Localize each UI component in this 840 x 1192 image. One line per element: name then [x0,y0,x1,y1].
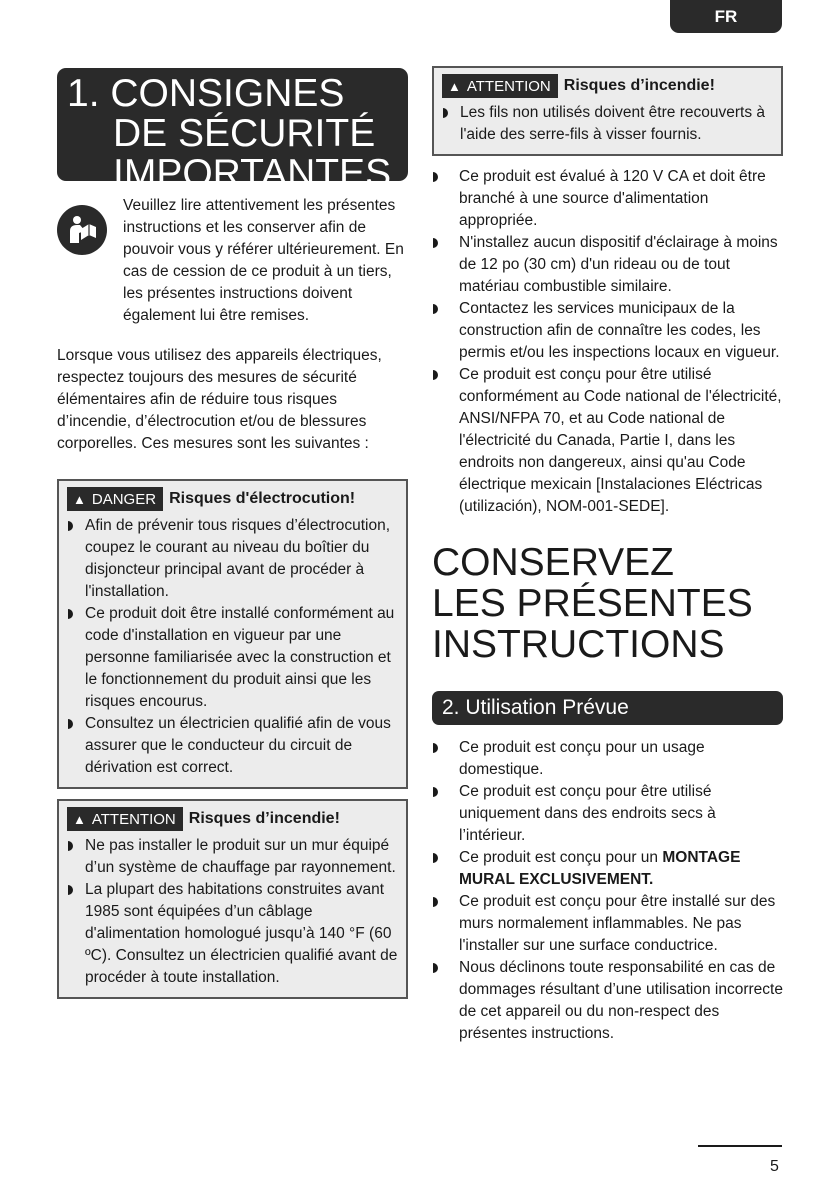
read-manual-icon [57,205,107,255]
attention-header-right [442,74,773,98]
attention-list-right [442,102,773,146]
list-item: Ne pas installer le produit sur un mur équipé d’un système de chauffage par rayonnement. [67,835,398,879]
attention-badge-label: ATTENTION [91,810,176,828]
section1-title [57,68,408,195]
attention-box-right [432,66,783,156]
danger-badge [67,487,163,511]
attention-badge-right [442,74,558,98]
list-item: N'installez aucun dispositif d'éclairage à moins de 12 po (30 cm) d'un rideau ou de tout matériau combustible similaire. [432,232,783,298]
warning-triangle-icon: ▲ [448,78,461,94]
list-item: Consultez un électricien qualifié afin de vous assurer que le conducteur du circuit de dérivation est correct. [67,713,398,779]
list-item: Ce produit est conçu pour un usage domestique. [432,737,783,781]
item3-bold: MONTAGE MURAL EXCLUSIVEMENT. [459,849,741,888]
list-item: Les fils non utilisés doivent être recouverts à l'aide des serre-fils à visser fournis. [442,102,773,146]
attention-list-left [67,835,398,989]
language-tab: FR [670,0,782,33]
keep-line1: CONSERVEZ [432,541,674,584]
list-item: Afin de prévenir tous risques d’électrocution, coupez le courant au niveau du boîtier du disjoncteur principal avant de procéder à l'installation. [67,515,398,603]
attention-badge-left [67,807,183,831]
danger-list [67,515,398,779]
list-item: Ce produit est conçu pour être utilisé uniquement dans des endroits secs à l’intérieur. [432,781,783,847]
section1-title-line1: 1. CONSIGNES [67,72,345,115]
list-item: Nous déclinons toute responsabilité en cas de dommages résultant d’une utilisation incorrecte de cet appareil ou du non-respect des présentes instructions. [432,957,783,1045]
section2-title: 2. Utilisation Prévue [432,691,783,725]
danger-title: Risques d'électrocution! [169,490,356,507]
left-column [57,68,408,999]
list-item: Ce produit est évalué à 120 V CA et doit être branché à une source d'alimentation appropriée. [432,166,783,232]
list-item: Contactez les services municipaux de la construction afin de connaître les codes, les permis et/ou les inspections locaux en vigueur. [432,298,783,364]
attention-header-left [67,807,398,831]
attention-title-left: Risques d’incendie! [188,810,340,827]
item3-text: Ce produit est conçu pour un [459,849,663,866]
attention-box-left [57,799,408,999]
danger-header [67,487,398,511]
footer-divider [698,1145,782,1147]
keep-instructions-heading [432,542,783,665]
keep-line3: INSTRUCTIONS [432,623,725,666]
danger-badge-label: DANGER [91,490,157,508]
section1-title-line2: DE SÉCURITÉ [113,112,376,155]
intended-use-list [432,737,783,1045]
list-item: Ce produit doit être installé conformément au code d'installation en vigueur par une personne familiarisée avec la construction et le fonctionnement du produit ainsi que les risques encourus. [67,603,398,713]
list-item: Ce produit est conçu pour être utilisé conformément au Code national de l'électricité, ANSI/NFPA 70, et au Code national de l'électricité du Canada, Partie I, dans les endroits non dangereux, ainsi qu'au Code électrique mexicain [Instalaciones Eléctricas (utilización), NOM-001-SEDE]. [432,364,783,518]
read-instructions-text: Veuillez lire attentivement les présentes instructions et les conserver afin de pouvoir vous y référer ultérieurement. En cas de cession de ce produit à un tiers, les présentes instructions doivent également lui être remises. [123,197,404,324]
danger-box [57,479,408,789]
right-column [432,66,783,1045]
list-item [432,847,783,891]
safety-list [432,166,783,518]
list-item: Ce produit est conçu pour être installé sur des murs normalement inflammables. Ne pas l'installer sur une surface conductrice. [432,891,783,957]
intro-paragraph: Lorsque vous utilisez des appareils électriques, respectez toujours des mesures de sécurité élémentaires afin de réduire tous risques d’incendie, d’électrocution et/ou de blessures corporelles. Ces mesures sont les suivantes : [57,347,382,452]
keep-line2: LES PRÉSENTES [432,582,753,625]
list-item: La plupart des habitations construites avant 1985 sont équipées d’un câblage d'alimentation homologué jusqu’à 140 °F (60 ºC). Consultez un électricien qualifié avant de procéder à toute installation. [67,879,398,989]
warning-triangle-icon: ▲ [73,491,86,507]
read-instructions-block [57,195,408,327]
attention-title-right: Risques d’incendie! [563,77,715,94]
page-number: 5 [770,1158,779,1175]
section1-title-line3: IMPORTANTES [113,152,392,195]
warning-triangle-icon: ▲ [73,811,86,827]
attention-badge-label: ATTENTION [466,77,551,95]
